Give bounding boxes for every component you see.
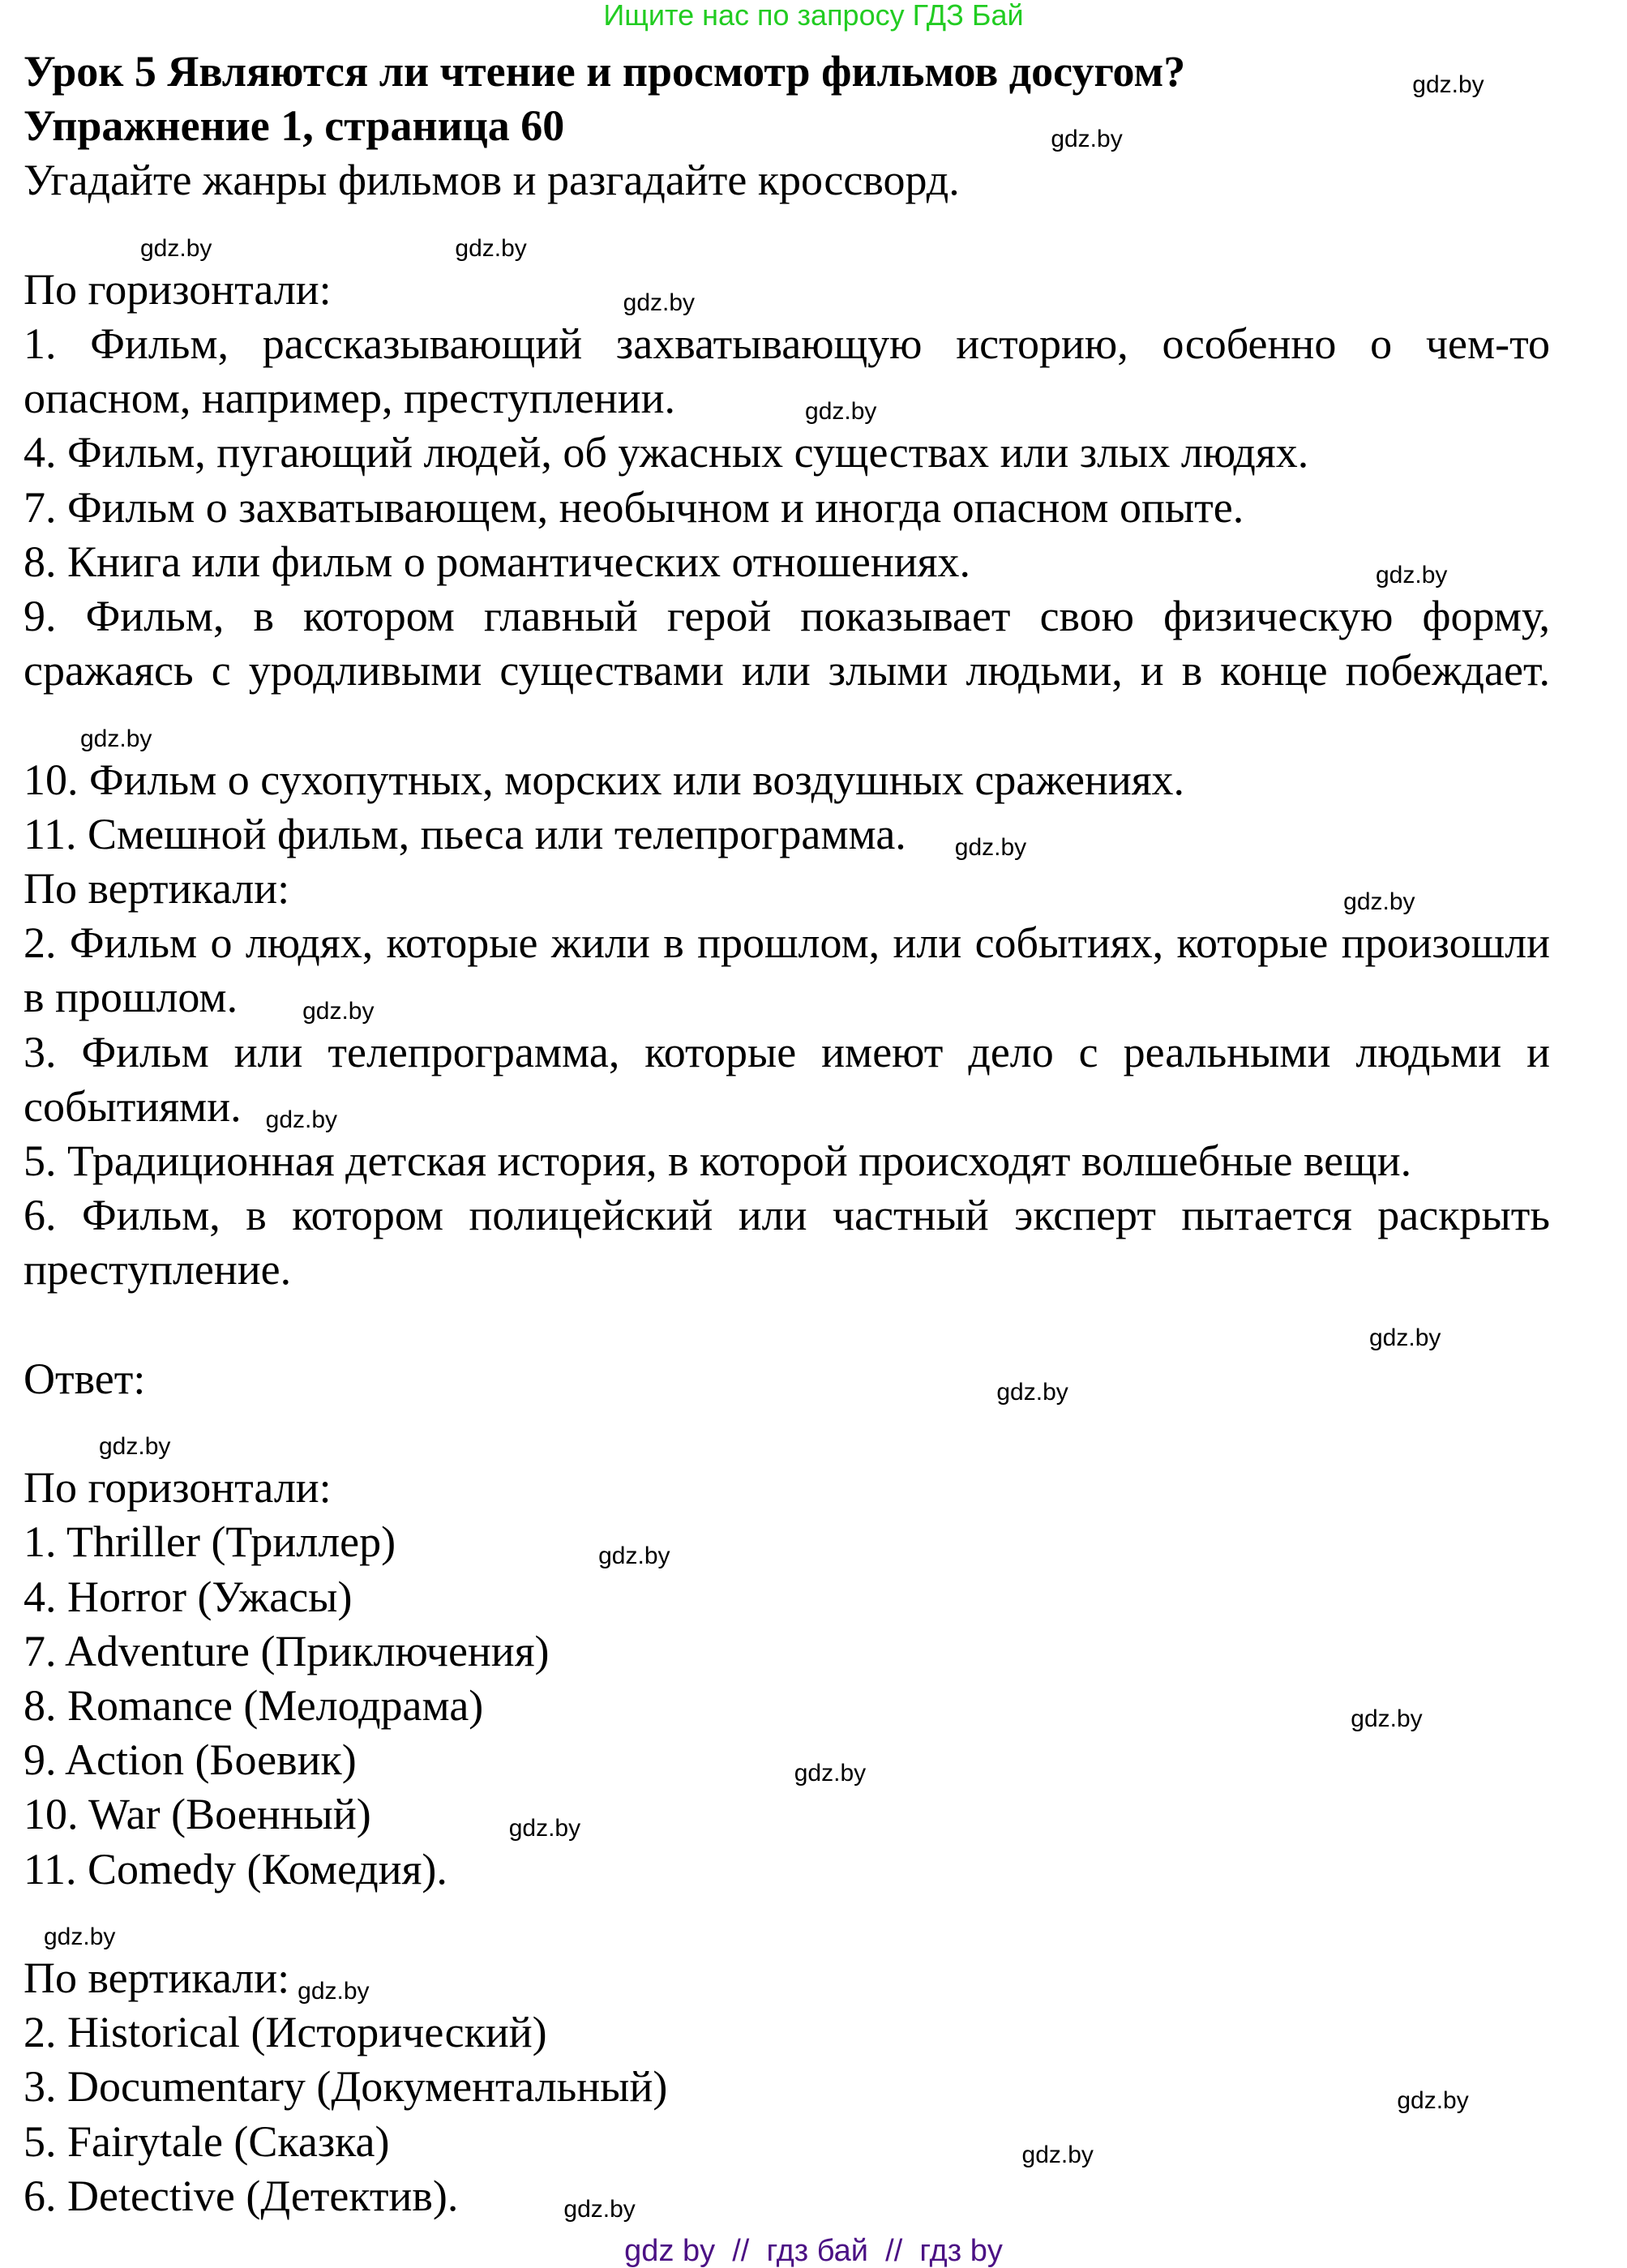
answer-label-line	[24, 1352, 1550, 1406]
clue-text: 10. Фильм о сухопутных, морских или воздушных сражениях.	[24, 755, 1185, 804]
watermark: gdz.by	[996, 1379, 1068, 1406]
answer-down	[24, 2060, 1550, 2114]
watermark: gdz.by	[1397, 2086, 1469, 2114]
watermark: gdz.by	[1412, 71, 1484, 99]
answer-across	[24, 1515, 1550, 1569]
clue-text: 7. Фильм о захватывающем, необычном и иногда опасном опыте.	[24, 482, 1244, 532]
answer-text: 6. Detective (Детектив).	[24, 2171, 459, 2220]
answer-down	[24, 2005, 1550, 2060]
answer-down-heading: По вертикали:	[24, 1953, 290, 2003]
clue-across	[24, 317, 1550, 426]
answer-text: 10. War (Военный)	[24, 1790, 371, 1839]
spacer	[24, 1298, 1550, 1352]
clue-across	[24, 589, 1550, 753]
instruction-line	[24, 153, 1550, 208]
clue-down	[24, 916, 1550, 1025]
watermark: gdz.by	[508, 1814, 581, 1842]
watermark: gdz.by	[265, 1106, 338, 1134]
watermark: gdz.by	[623, 289, 696, 316]
answer-text: 7. Adventure (Приключения)	[24, 1626, 550, 1675]
answer-text: 11. Comedy (Комедия).	[24, 1844, 447, 1894]
clue-text: 4. Фильм, пугающий людей, об ужасных существах или злых людях.	[24, 428, 1309, 477]
watermark: gdz.by	[794, 1760, 867, 1787]
answer-text: 2. Historical (Исторический)	[24, 2008, 547, 2057]
watermark: gdz.by	[302, 997, 375, 1025]
clue-across	[24, 426, 1550, 480]
watermark: gdz.by	[563, 2196, 636, 2223]
footer-links: gdz by // гдз бай // гдз by	[624, 2234, 1003, 2268]
watermark: gdz.by	[805, 398, 877, 426]
down-heading: По вертикали:	[24, 864, 290, 914]
answer-across-heading-line	[24, 1461, 1550, 1515]
watermark: gdz.by	[455, 234, 527, 262]
watermark: gdz.by	[80, 725, 152, 752]
watermark: gdz.by	[1021, 2141, 1094, 2168]
lesson-title-line	[24, 45, 1550, 99]
answer-text: 1. Thriller (Триллер)	[24, 1517, 396, 1567]
search-banner: Ищите нас по запросу ГДЗ Бай	[603, 0, 1024, 32]
answer-across	[24, 1842, 1550, 1897]
clue-across	[24, 481, 1550, 535]
clue-text: 9. Фильм, в котором главный герой показывает свою физическую форму, сражаясь с уродливыми существами или злыми людьми, и в конце побеждает.	[24, 592, 1550, 695]
spacer	[24, 1406, 1550, 1461]
answer-text: 3. Documentary (Документальный)	[24, 2062, 668, 2112]
watermark: gdz.by	[1351, 1705, 1423, 1733]
answer-down	[24, 2169, 1550, 2223]
answer-across	[24, 1733, 1550, 1787]
clue-text: 1. Фильм, рассказывающий захватывающую историю, особенно о чем-то опасном, например, преступлении.	[24, 319, 1550, 423]
watermark: gdz.by	[954, 834, 1027, 862]
clue-down	[24, 1134, 1550, 1188]
watermark: gdz.by	[140, 234, 212, 262]
clue-down	[24, 1025, 1550, 1134]
answer-text: 5. Fairytale (Сказка)	[24, 2116, 390, 2166]
clue-text: 5. Традиционная детская история, в которой происходят волшебные вещи.	[24, 1136, 1412, 1186]
watermark: gdz.by	[99, 1433, 171, 1461]
answer-text: 4. Horror (Ужасы)	[24, 1572, 353, 1621]
watermark: gdz.by	[598, 1542, 670, 1569]
answer-across	[24, 1624, 1550, 1679]
answer-text: 8. Romance (Мелодрама)	[24, 1681, 484, 1731]
across-heading-line	[24, 263, 1550, 317]
exercise-title-line	[24, 99, 1550, 153]
clue-text: 2. Фильм о людях, которые жили в прошлом, или событиях, которые произошли в прошлом.	[24, 918, 1550, 1022]
watermark: gdz.by	[1051, 126, 1123, 153]
answer-across	[24, 1787, 1550, 1842]
clue-text: 8. Книга или фильм о романтических отношениях.	[24, 537, 970, 586]
watermark: gdz.by	[1376, 562, 1448, 589]
spacer	[24, 208, 1550, 263]
clue-text: 11. Смешной фильм, пьеса или телепрограмма.	[24, 809, 906, 858]
answer-down	[24, 2115, 1550, 2169]
exercise-content	[24, 45, 1550, 2223]
answer-across	[24, 1570, 1550, 1624]
instruction: Угадайте жанры фильмов и разгадайте кроссворд.	[24, 156, 960, 205]
watermark: gdz.by	[44, 1924, 116, 1951]
across-heading: По горизонтали:	[24, 264, 332, 314]
watermark: gdz.by	[1369, 1324, 1441, 1351]
exercise-title: Упражнение 1, страница 60	[24, 101, 565, 151]
down-heading-line	[24, 862, 1550, 916]
clue-down	[24, 1188, 1550, 1297]
clue-across	[24, 535, 1550, 589]
watermark: gdz.by	[298, 1978, 370, 2005]
answer-across-heading: По горизонтали:	[24, 1463, 332, 1513]
lesson-title: Урок 5 Являются ли чтение и просмотр фильмов досугом?	[24, 47, 1186, 96]
clue-text: 3. Фильм или телепрограмма, которые имеют дело с реальными людьми и событиями.	[24, 1027, 1550, 1131]
answer-text: 9. Action (Боевик)	[24, 1735, 357, 1785]
clue-text: 6. Фильм, в котором полицейский или частный эксперт пытается раскрыть преступление.	[24, 1191, 1550, 1294]
clue-across	[24, 807, 1550, 862]
answer-down-heading-line	[24, 1951, 1550, 2005]
watermark: gdz.by	[1343, 888, 1415, 916]
spacer	[24, 1897, 1550, 1951]
answer-label: Ответ:	[24, 1354, 146, 1403]
clue-across	[24, 753, 1550, 807]
answer-across	[24, 1679, 1550, 1733]
